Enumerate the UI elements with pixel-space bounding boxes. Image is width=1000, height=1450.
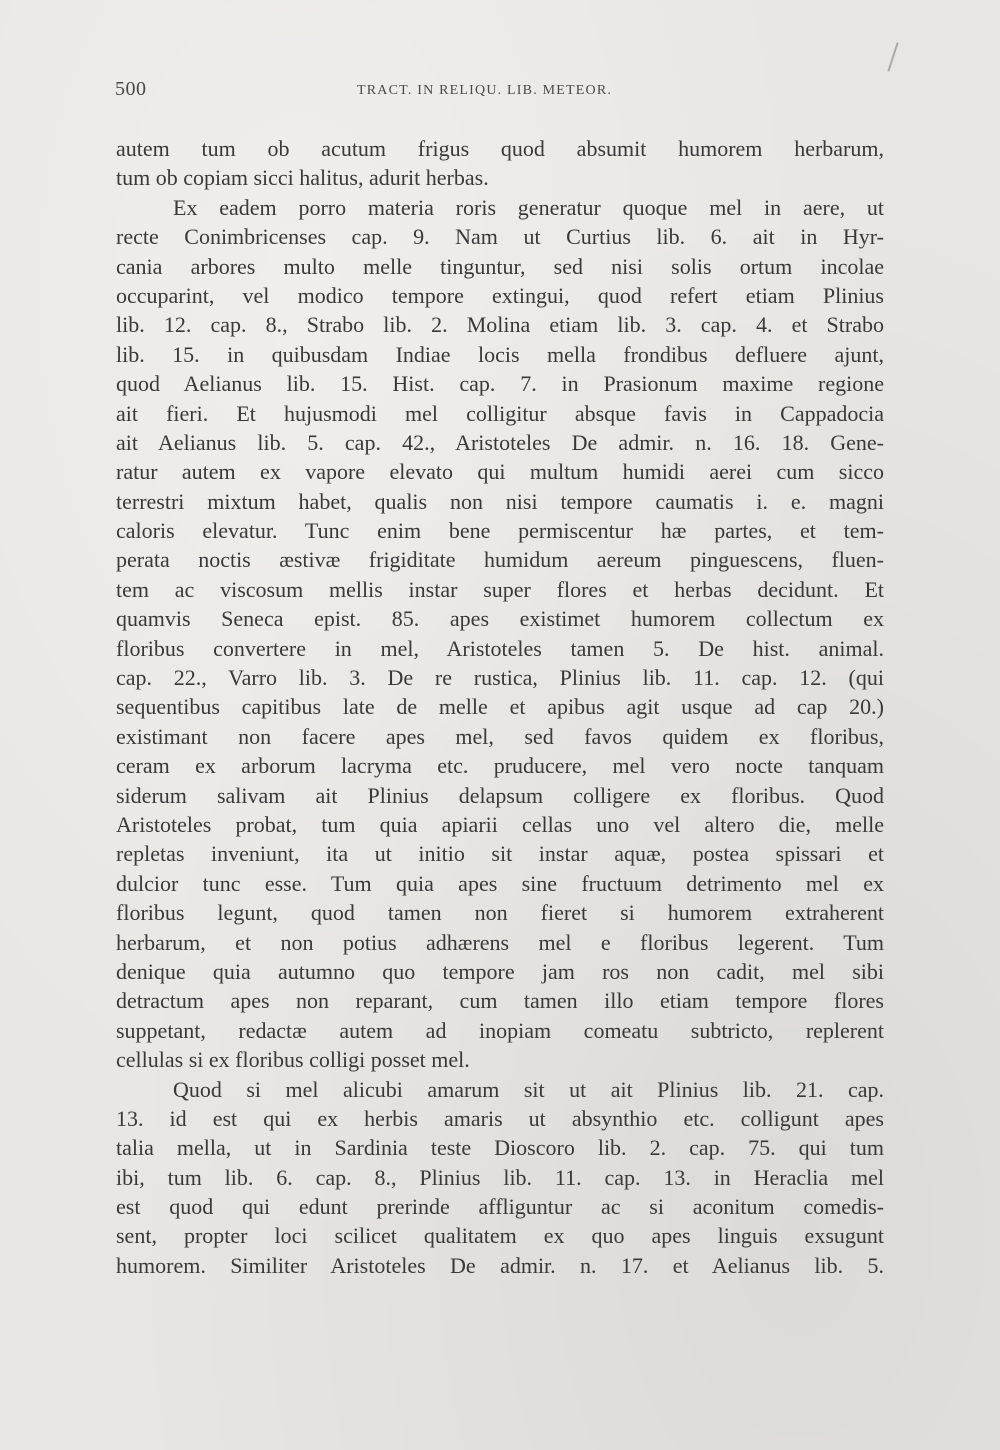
text-line: cania arbores multo melle tinguntur, sed nisi solis ortum incolae: [116, 253, 884, 279]
text-line: dulcior tunc esse. Tum quia apes sine fructuum detrimento mel ex: [116, 870, 884, 896]
text-line: herbarum, et non potius adhærens mel e floribus legerent. Tum: [116, 929, 884, 955]
text-line: denique quia autumno quo tempore jam ros non cadit, mel sibi: [116, 958, 884, 984]
text-line: cap. 22., Varro lib. 3. De re rustica, Plinius lib. 11. cap. 12. (qui: [116, 665, 884, 691]
text-line: lib. 12. cap. 8., Strabo lib. 2. Molina etiam lib. 3. cap. 4. et Strabo: [116, 312, 884, 338]
text-line: Quod si mel alicubi amarum sit ut ait Plinius lib. 21. cap.: [173, 1076, 884, 1102]
text-line: siderum salivam ait Plinius delapsum colligere ex floribus. Quod: [116, 782, 884, 808]
text-line: recte Conimbricenses cap. 9. Nam ut Curtius lib. 6. ait in Hyr-: [116, 224, 884, 250]
text-line: floribus legunt, quod tamen non fieret si humorem extraherent: [116, 900, 884, 926]
text-line: humorem. Similiter Aristoteles De admir. n. 17. et Aelianus lib. 5.: [116, 1252, 884, 1278]
text-line: quamvis Seneca epist. 85. apes existimet humorem collectum ex: [116, 606, 884, 632]
text-line: tem ac viscosum mellis instar super flores et herbas decidunt. Et: [116, 576, 884, 602]
text-line: Aristoteles probat, tum quia apiarii cellas uno vel altero die, melle: [116, 811, 884, 837]
text-line: sent, propter loci scilicet qualitatem ex quo apes linguis exsugunt: [116, 1223, 884, 1249]
text-line: Ex eadem porro materia roris generatur quoque mel in aere, ut: [173, 194, 884, 220]
text-line: est quod qui edunt prerinde affliguntur ac si aconitum comedis-: [116, 1194, 884, 1220]
pencil-mark: [887, 42, 898, 71]
text-line: caloris elevatur. Tunc enim bene permiscentur hæ partes, et tem-: [116, 518, 884, 544]
text-line: detractum apes non reparant, cum tamen illo etiam tempore flores: [116, 988, 884, 1014]
running-head: TRACT. IN RELIQU. LIB. METEOR.: [357, 83, 613, 98]
page-number: 500: [115, 78, 147, 100]
text-line: talia mella, ut in Sardinia teste Dioscoro lib. 2. cap. 75. qui tum: [116, 1135, 884, 1161]
text-line: suppetant, redactæ autem ad inopiam comeatu subtricto, replerent: [116, 1017, 884, 1043]
text-line: repletas inveniunt, ita ut initio sit instar aquæ, postea spissari et: [116, 841, 884, 867]
body-text: [116, 134, 884, 1280]
text-line: tum ob copiam sicci halitus, adurit herbas.: [116, 165, 489, 191]
page-header: [115, 78, 895, 104]
text-line: ceram ex arborum lacryma etc. pruducere, mel vero nocte tanquam: [116, 753, 884, 779]
text-line: autem tum ob acutum frigus quod absumit humorem herbarum,: [116, 136, 884, 161]
text-line: ibi, tum lib. 6. cap. 8., Plinius lib. 11. cap. 13. in Heraclia mel: [116, 1164, 884, 1190]
text-line: lib. 15. in quibusdam Indiae locis mella frondibus defluere ajunt,: [116, 341, 884, 367]
text-line: 13. id est qui ex herbis amaris ut absynthio etc. colligunt apes: [116, 1105, 884, 1131]
text-line: perata noctis æstivæ frigiditate humidum aereum pinguescens, fluen-: [116, 547, 884, 573]
text-line: existimant non facere apes mel, sed favos quidem ex floribus,: [116, 723, 884, 749]
text-line: floribus convertere in mel, Aristoteles tamen 5. De hist. animal.: [116, 635, 884, 661]
text-line: ait fieri. Et hujusmodi mel colligitur absque favis in Cappadocia: [116, 400, 884, 426]
text-line: ratur autem ex vapore elevato qui multum humidi aerei cum sicco: [116, 459, 884, 485]
text-line: sequentibus capitibus late de melle et apibus agit usque ad cap 20.): [116, 694, 884, 720]
text-line: terrestri mixtum habet, qualis non nisi tempore caumatis i. e. magni: [116, 488, 884, 514]
text-line: cellulas si ex floribus colligi posset mel.: [116, 1047, 470, 1073]
text-line: quod Aelianus lib. 15. Hist. cap. 7. in Prasionum maxime regione: [116, 371, 884, 397]
text-line: ait Aelianus lib. 5. cap. 42., Aristoteles De admir. n. 16. 18. Gene-: [116, 429, 884, 455]
text-line: occuparint, vel modico tempore extingui, quod refert etiam Plinius: [116, 282, 884, 308]
